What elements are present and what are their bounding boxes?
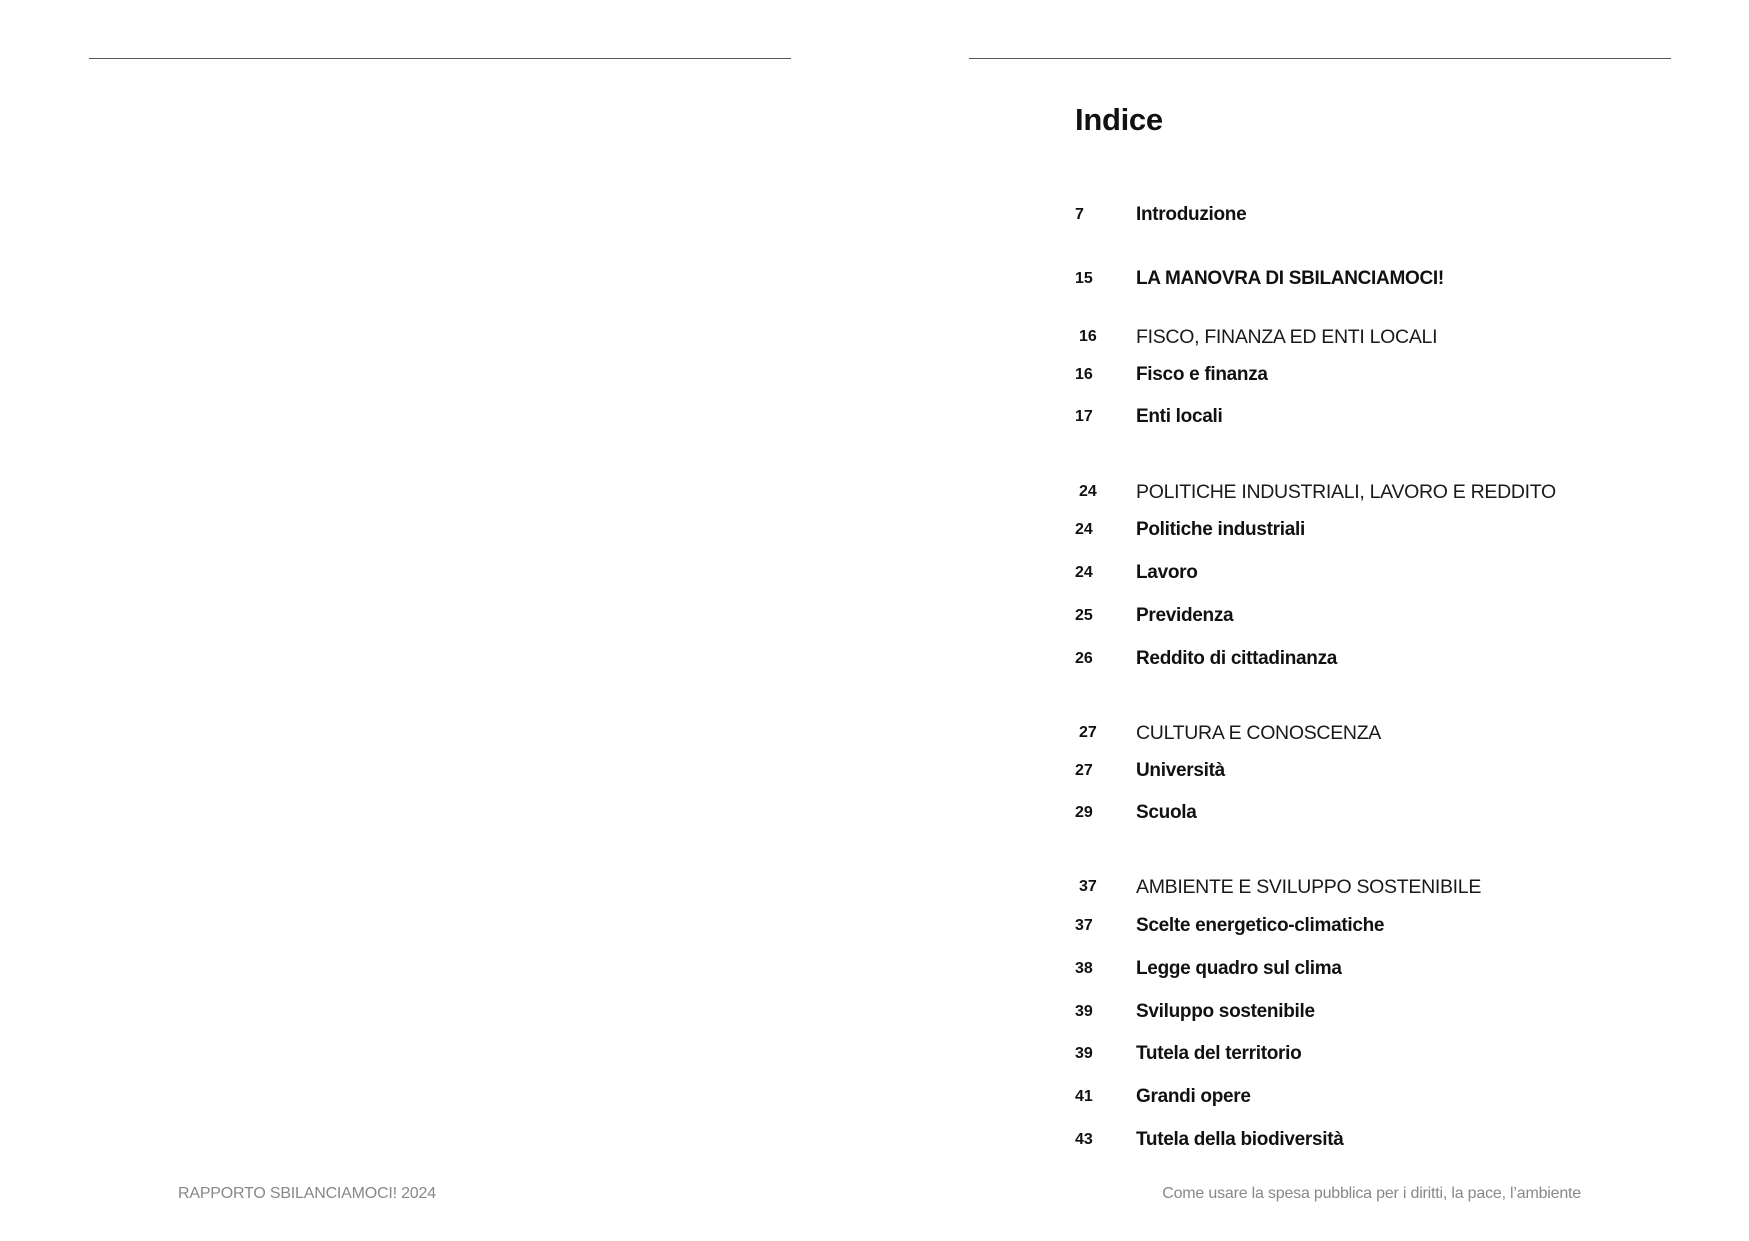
toc-page-number: 24	[1075, 564, 1093, 581]
toc-page-number: 37	[1079, 878, 1097, 895]
toc-entry[interactable]	[0, 515, 1749, 545]
toc-page-number: 39	[1075, 1045, 1093, 1062]
toc-entry[interactable]	[0, 997, 1749, 1027]
header-rule-left	[89, 58, 791, 59]
toc-label: LA MANOVRA DI SBILANCIAMOCI!	[1136, 268, 1444, 289]
toc-label: Fisco e finanza	[1136, 364, 1268, 385]
toc-page-number: 38	[1075, 960, 1093, 977]
toc-entry[interactable]	[0, 644, 1749, 674]
toc-section-label: POLITICHE INDUSTRIALI, LAVORO E REDDITO	[1136, 481, 1556, 503]
toc-section-entry[interactable]	[0, 477, 1749, 507]
toc-page-number: 17	[1075, 408, 1093, 425]
toc-page-number: 26	[1075, 650, 1093, 667]
toc-label: Enti locali	[1136, 406, 1223, 427]
toc-label: Introduzione	[1136, 204, 1247, 225]
footer-report-title: RAPPORTO SBILANCIAMOCI! 2024	[178, 1185, 436, 1202]
toc-entry[interactable]	[0, 200, 1749, 230]
toc-section-label: AMBIENTE E SVILUPPO SOSTENIBILE	[1136, 876, 1482, 898]
toc-entry[interactable]	[0, 1082, 1749, 1112]
toc-label: Reddito di cittadinanza	[1136, 648, 1338, 669]
toc-page-number: 37	[1075, 917, 1093, 934]
toc-label: Scuola	[1136, 802, 1197, 823]
toc-entry[interactable]	[0, 1125, 1749, 1155]
toc-section-label: CULTURA E CONOSCENZA	[1136, 722, 1382, 744]
toc-page-number: 39	[1075, 1003, 1093, 1020]
toc-label: Politiche industriali	[1136, 519, 1305, 540]
toc-page-number: 41	[1075, 1088, 1093, 1105]
footer-subtitle: Come usare la spesa pubblica per i diritti, la pace, l’ambiente	[1162, 1185, 1581, 1202]
toc-page-number: 15	[1075, 270, 1093, 287]
toc-section-label: FISCO, FINANZA ED ENTI LOCALI	[1136, 326, 1438, 348]
toc-entry[interactable]	[0, 798, 1749, 828]
toc-label: Sviluppo sostenibile	[1136, 1001, 1315, 1022]
toc-label: Tutela del territorio	[1136, 1043, 1302, 1064]
toc-entry[interactable]	[0, 911, 1749, 941]
toc-page-number: 24	[1075, 521, 1093, 538]
toc-page-number: 43	[1075, 1131, 1093, 1148]
toc-label: Università	[1136, 760, 1225, 781]
toc-label: Legge quadro sul clima	[1136, 958, 1342, 979]
toc-section-entry[interactable]	[0, 322, 1749, 352]
toc-label: Previdenza	[1136, 605, 1234, 626]
toc-label: Tutela della biodiversità	[1136, 1129, 1344, 1150]
toc-label: Scelte energetico-climatiche	[1136, 915, 1385, 936]
toc-page-number: 29	[1075, 804, 1093, 821]
toc-entry[interactable]	[0, 756, 1749, 786]
header-rule-right	[969, 58, 1671, 59]
toc-page-number: 16	[1079, 328, 1097, 345]
toc-entry[interactable]	[0, 264, 1749, 294]
toc-entry[interactable]	[0, 360, 1749, 390]
toc-entry[interactable]	[0, 601, 1749, 631]
toc-label: Lavoro	[1136, 562, 1198, 583]
toc-section-entry[interactable]	[0, 872, 1749, 902]
toc-page-number: 7	[1075, 206, 1084, 223]
toc-label: Grandi opere	[1136, 1086, 1251, 1107]
toc-entry[interactable]	[0, 402, 1749, 432]
toc-page-number: 16	[1075, 366, 1093, 383]
toc-page-number: 27	[1075, 762, 1093, 779]
toc-page-number: 25	[1075, 607, 1093, 624]
toc-page-number: 27	[1079, 724, 1097, 741]
toc-entry[interactable]	[0, 954, 1749, 984]
toc-page-number: 24	[1079, 483, 1097, 500]
toc-entry[interactable]	[0, 558, 1749, 588]
toc-section-entry[interactable]	[0, 718, 1749, 748]
toc-entry[interactable]	[0, 1039, 1749, 1069]
page-title: Indice	[1075, 102, 1163, 137]
